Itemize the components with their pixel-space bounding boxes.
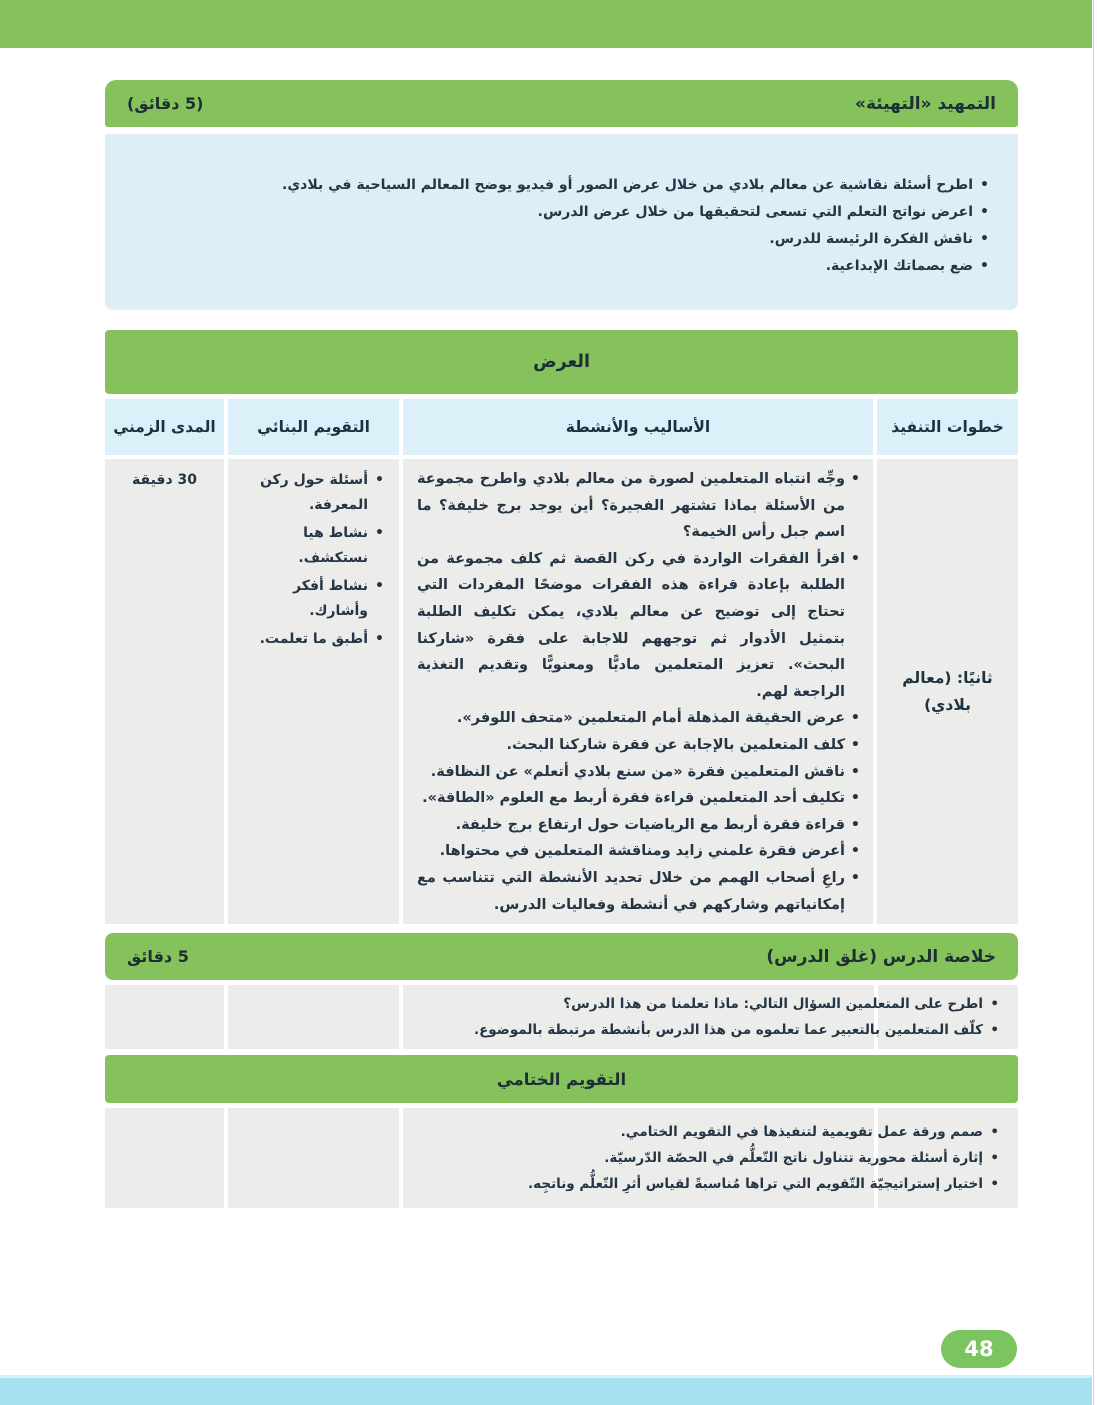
page-edge-line xyxy=(1093,0,1097,1405)
list-item: • ناقش الفكرة الرئيسة للدرس. xyxy=(145,226,990,253)
final-assessment-bullet-list xyxy=(129,1119,1000,1197)
list-item: • ناقش المتعلمين فقرة «من سنع بلادي أتعلم» عن النظافة. xyxy=(417,759,861,786)
list-item: • اعرض نواتج التعلم التي تسعى لتحقيقها من خلال عرض الدرس. xyxy=(145,199,990,226)
closure-content-box xyxy=(105,985,1018,1049)
list-item: • اختيار إستراتيجيّة التّقويم التي تراها مُناسبةً لقياس أثرِ التّعلُّم وناتجِه. xyxy=(129,1171,1000,1197)
list-item: • اطرح أسئلة نقاشية عن معالم بلادي من خلال عرض الصور أو فيديو يوضح المعالم السياحية في بلادي. xyxy=(145,172,990,199)
formative-cell xyxy=(228,459,399,924)
list-item: • قراءة فقرة أربط مع الرياضيات حول ارتفاع برج خليفة. xyxy=(417,812,861,839)
list-item: • أعرض فقرة علمني زايد ومناقشة المتعلمين في محتواها. xyxy=(417,838,861,865)
steps-value: ثانيًا: (معالم بلادي) xyxy=(902,669,993,714)
page-number: 48 xyxy=(964,1337,994,1361)
steps-cell xyxy=(877,459,1018,924)
final-assessment-title: التقويم الختامي xyxy=(496,1069,627,1089)
final-assessment-content-box xyxy=(105,1108,1018,1208)
page-number-badge xyxy=(941,1330,1017,1368)
column-header-steps: خطوات التنفيذ xyxy=(877,399,1018,455)
intro-content-box xyxy=(105,134,1018,310)
list-item: • نشاط هيا نستكشف. xyxy=(236,521,385,571)
list-item: • تكليف أحد المتعلمين قراءة فقرة أربط مع العلوم «الطاقة». xyxy=(417,785,861,812)
list-item: • إثارة أسئلة محورية تتناول ناتج التّعلُّم في الحصّة الدّرسيّة. xyxy=(129,1145,1000,1171)
page-content xyxy=(105,80,1018,1208)
list-item: • كلّف المتعلمين بالتعبير عما تعلموه من هذا الدرس بأنشطة مرتبطة بالموضوع. xyxy=(129,1017,1000,1043)
list-item: • أسئلة حول ركن المعرفة. xyxy=(236,468,385,518)
column-header-formative: التقويم البنائي xyxy=(228,399,399,455)
closure-bullet-list xyxy=(129,991,1000,1043)
list-item: • راعِ أصحاب الهمم من خلال تحديد الأنشطة التي تتناسب مع إمكانياتهم وشاركهم في أنشطة وفعاليات الدرس. xyxy=(417,865,861,918)
list-item: • وجِّه انتباه المتعلمين لصورة من معالم بلادي واطرح مجموعة من الأسئلة بماذا تشتهر الفجيرة؟ أين يوجد برج خليفة؟ ما اسم جبل رأس الخيمة؟ xyxy=(417,466,861,546)
final-assessment-section-header xyxy=(105,1055,1018,1103)
list-item: • اقرأ الفقرات الواردة في ركن القصة ثم كلف مجموعة من الطلبة بإعادة قراءة هذه الفقرات موضحًا المفردات التي تحتاج إلى توضيح عن معالم بلادي، يمكن تكليف الطلبة بتمثيل الأدوار ثم توجههم للاجابة على فقرة «شاركنا البحث». تعزيز المتعلمين ماديًّا ومعنويًّا وتقديم التغذية الراجعة لهم. xyxy=(417,546,861,706)
bottom-decorative-bar xyxy=(0,1378,1092,1405)
methods-cell xyxy=(403,459,873,924)
intro-bullet-list xyxy=(145,172,990,280)
formative-bullet-list xyxy=(236,468,385,652)
closure-duration: 5 دقائق xyxy=(127,947,189,967)
column-header-methods: الأساليب والأنشطة xyxy=(403,399,873,455)
methods-bullet-list xyxy=(417,466,861,918)
top-decorative-bar xyxy=(0,0,1092,48)
closure-title: خلاصة الدرس (غلق الدرس) xyxy=(766,946,996,967)
closure-section-header xyxy=(105,933,1018,980)
intro-title: التمهيد «التهيئة» xyxy=(855,93,996,114)
list-item: • عرض الحقيقة المذهلة أمام المتعلمين «متحف اللوفر». xyxy=(417,705,861,732)
presentation-title: العرض xyxy=(533,352,590,372)
time-value: 30 دقيقة xyxy=(132,472,197,488)
list-item: • أطبق ما تعلمت. xyxy=(236,627,385,652)
list-item: • نشاط أفكر وأشارك. xyxy=(236,574,385,624)
presentation-section-header xyxy=(105,330,1018,394)
time-cell xyxy=(105,459,224,924)
list-item: • اطرح على المتعلمين السؤال التالي: ماذا تعلمنا من هذا الدرس؟ xyxy=(129,991,1000,1017)
intro-section-header xyxy=(105,80,1018,127)
column-header-time: المدى الزمني xyxy=(105,399,224,455)
list-item: • ضع بصماتك الإبداعية. xyxy=(145,253,990,280)
table-body-row xyxy=(105,459,1018,924)
table-header-row xyxy=(105,399,1018,455)
intro-duration: (5 دقائق) xyxy=(127,94,204,113)
list-item: • صمم ورقة عمل تقويمية لتنفيذها في التقويم الختامي. xyxy=(129,1119,1000,1145)
list-item: • كلف المتعلمين بالإجابة عن فقرة شاركنا البحث. xyxy=(417,732,861,759)
